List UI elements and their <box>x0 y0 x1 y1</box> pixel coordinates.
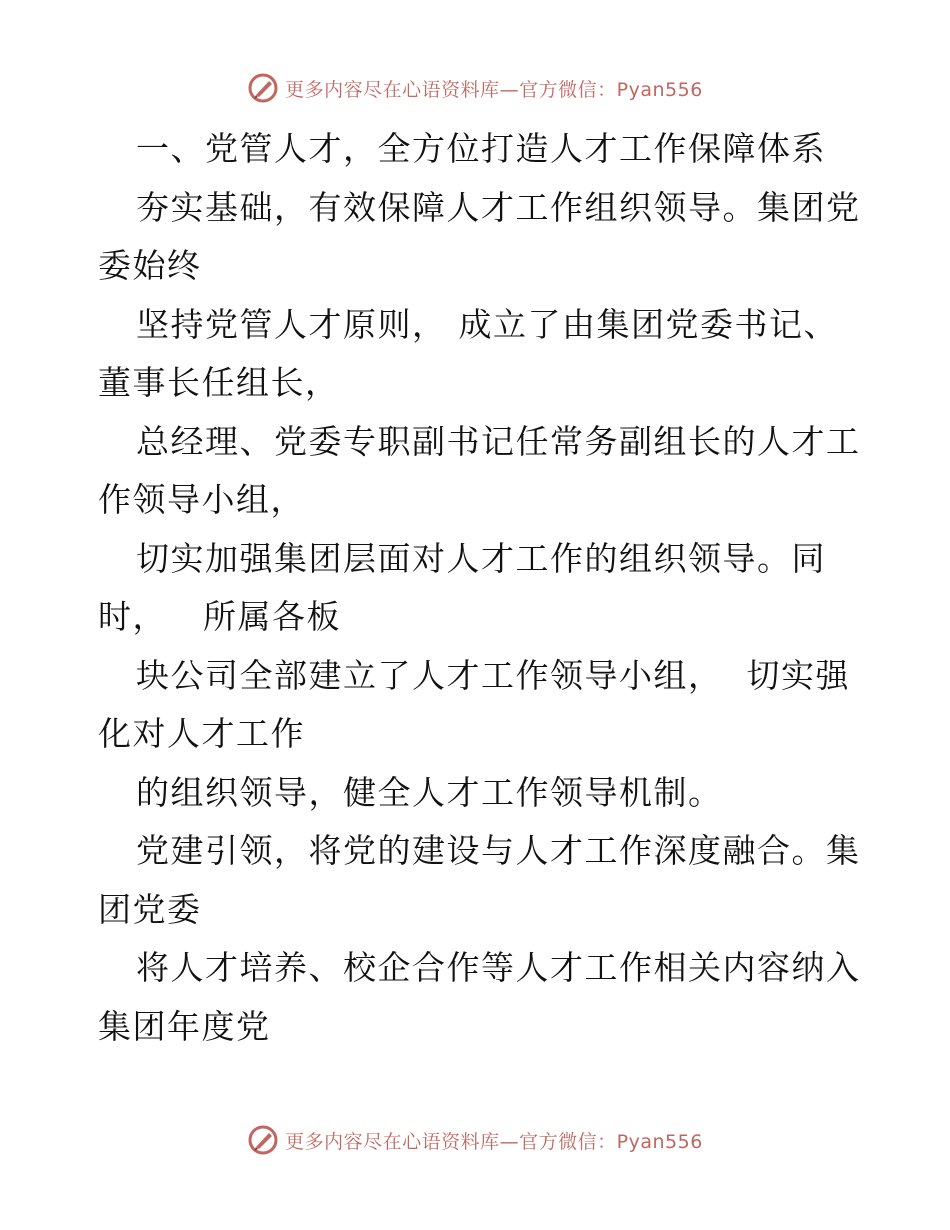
footer-watermark <box>0 1124 950 1156</box>
paragraph-line: 委始终 <box>98 246 202 285</box>
paragraph-line: 集团年度党 <box>98 1006 271 1046</box>
pen-logo-icon <box>247 72 279 104</box>
document-body <box>98 120 861 1056</box>
paragraph-line: 切实加强集团层面对人才工作的组织领导。同 <box>136 538 826 578</box>
paragraph-line: 总经理、党委专职副书记任常务副组长的人才工 <box>136 421 861 461</box>
paragraph-line: 的组织领导，健全人才工作领导机制。 <box>136 772 723 812</box>
paragraph-line: 团党委 <box>98 889 202 929</box>
paragraph-line: 时， 所属各板 <box>98 597 341 636</box>
watermark-text: 更多内容尽在心语资料库—官方微信：Pyan556 <box>285 78 703 101</box>
paragraph-line: 一、党管人才，全方位打造人才工作保障体系 <box>136 129 826 168</box>
watermark-text: 更多内容尽在心语资料库—官方微信：Pyan556 <box>285 1130 703 1153</box>
pen-logo-icon <box>247 1124 279 1156</box>
paragraph-line: 董事长任组长， <box>98 363 340 402</box>
paragraph-line: 块公司全部建立了人才工作领导小组， 切实强 <box>136 655 850 695</box>
paragraph-line: 化对人才工作 <box>98 714 305 753</box>
paragraph-line: 坚持党管人才原则， 成立了由集团党委书记、 <box>136 304 838 344</box>
header-watermark <box>0 72 950 104</box>
paragraph-line: 夯实基础，有效保障人才工作组织领导。集团党 <box>136 187 861 227</box>
paragraph-line: 将人才培养、校企合作等人才工作相关内容纳入 <box>136 948 861 987</box>
paragraph-line: 党建引领，将党的建设与人才工作深度融合。集 <box>136 831 861 870</box>
paragraph-line: 作领导小组， <box>98 480 305 519</box>
